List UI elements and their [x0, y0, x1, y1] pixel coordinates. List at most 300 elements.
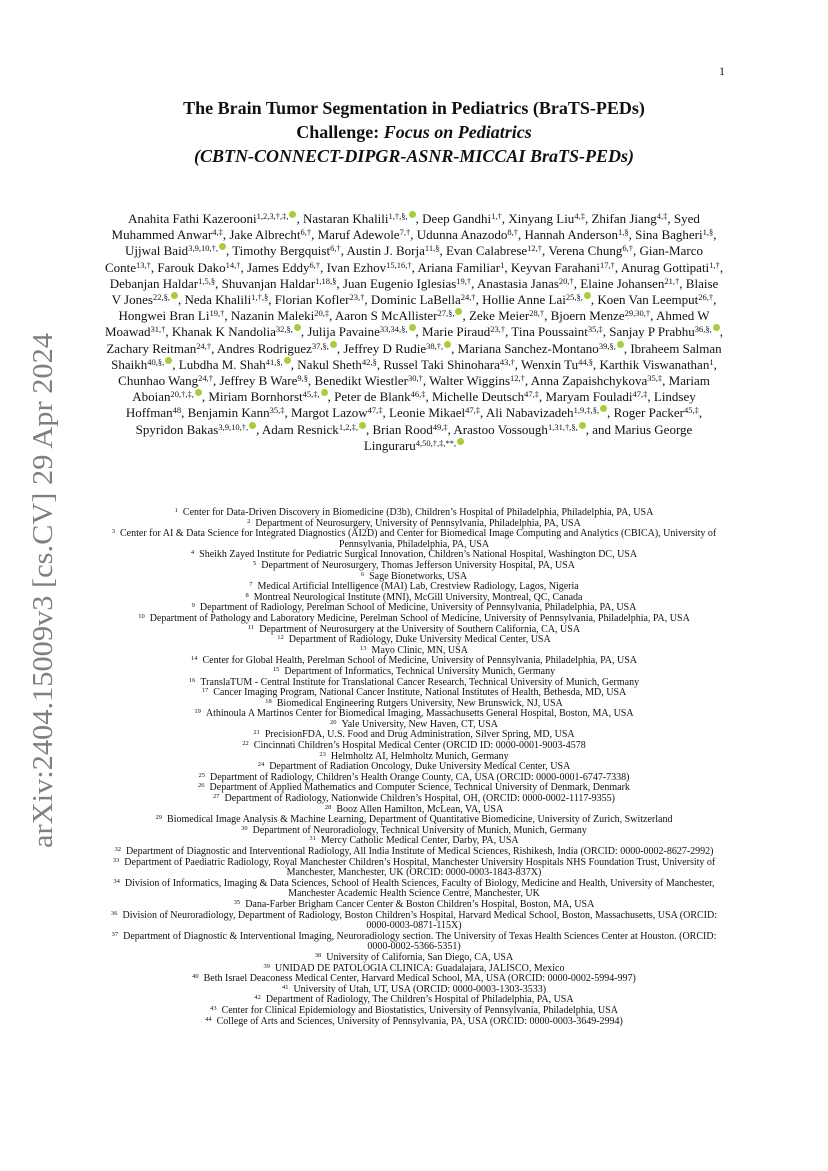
author — [128, 211, 296, 226]
orcid-icon[interactable] — [359, 422, 366, 429]
author — [600, 357, 714, 372]
orcid-icon[interactable] — [409, 324, 416, 331]
author-name: Marius George Linguraru — [363, 421, 693, 453]
author-name: Blaise V Jones — [111, 275, 719, 308]
author-affiliation-marks: 1,†,§ — [251, 292, 269, 303]
author-name: Benjamin Kann — [187, 405, 270, 421]
author-name: Hongwei Bran Li — [118, 308, 210, 324]
affiliation-item — [100, 932, 728, 953]
affiliation-text: Cancer Imaging Program, National Cancer Institute, National Institutes of Health, Bethesda, MD, USA — [213, 687, 627, 699]
author — [422, 211, 502, 226]
affiliation-number: 5 — [253, 559, 257, 567]
author-name: Aaron S McAllister — [334, 308, 438, 324]
affiliation-number: 40 — [192, 973, 199, 981]
author-name: Udunna Anazodo — [416, 227, 508, 243]
author — [548, 243, 633, 258]
affiliation-number: 14 — [190, 655, 198, 663]
author-name: Anurag Gottipati — [620, 259, 710, 275]
affiliation-text: Dana-Farber Brigham Cancer Center & Boston Children’s Hospital, Boston, MA, USA — [245, 898, 595, 910]
author — [184, 292, 268, 307]
affiliation-number: 1 — [174, 507, 178, 514]
orcid-icon[interactable] — [444, 341, 451, 348]
author-name: Michelle Deutsch — [432, 389, 525, 405]
author-affiliation-marks: 1 — [709, 356, 714, 367]
author-name: Jeffrey D Rudie — [343, 340, 427, 356]
author-affiliation-marks: 40,§, — [147, 356, 165, 367]
author-affiliation-marks: 17,† — [600, 259, 615, 270]
author-name: Nakul Sheth — [297, 356, 362, 372]
author — [580, 276, 679, 291]
author-affiliation-marks: 48 — [172, 405, 182, 416]
author-affiliation-marks: 24,† — [196, 340, 212, 351]
author-name: James Eddy — [247, 259, 310, 275]
author-affiliation-marks: 23,† — [490, 324, 506, 335]
author-affiliation-marks: 1,2,‡, — [338, 421, 358, 432]
author-name: Austin J. Borja — [346, 243, 425, 259]
affiliation-text: Athinoula A Martinos Center for Biomedical Imaging, Massachusetts General Hospital, Boston, MA, USA — [205, 708, 634, 720]
author — [118, 373, 213, 388]
affiliation-text: Center for AI & Data Science for Integrated Diagnostics (AI2D) and Center for Biomedical Image Computing and Analytics (CBICA), University of Pennsylvania, Philadelphia, PA, USA — [120, 528, 717, 550]
affiliation-number: 9 — [191, 602, 195, 610]
affiliation-text: Cincinnati Children’s Hospital Medical Center (ORCID ID: 0000-0001-9003-4578 — [253, 740, 586, 752]
author — [508, 211, 585, 226]
author-name: Miriam Bornhorst — [208, 389, 303, 405]
affiliation-text: Department of Neurosurgery, Thomas Jefferson University Hospital, PA, USA — [261, 559, 575, 571]
affiliation-text: Beth Israel Deaconess Medical Center, Harvard Medical School, MA, USA (ORCID: 0000-0002-5994-997) — [203, 973, 636, 985]
author-affiliation-marks: 21,† — [664, 275, 680, 286]
arxiv-stamp-text: arXiv:2404.15009v3 [cs.CV] 29 Apr 2024 — [28, 373, 59, 848]
affiliation-number: 42 — [254, 994, 261, 1002]
author-affiliation-marks: 1,31,†,§, — [547, 421, 578, 432]
author — [232, 243, 341, 258]
author — [334, 389, 425, 404]
affiliation-text: Department of Diagnostic and Interventional Radiology, All India Institute of Medical Sciences, Rishikesh, India (ORCID: 0000-0002-8627-2992) — [125, 846, 714, 857]
orcid-icon[interactable] — [600, 405, 607, 412]
author-name: Xinyang Liu — [508, 211, 575, 226]
author-name: Chunhao Wang — [118, 373, 199, 389]
author-name: Lindsey Hoffman — [125, 389, 696, 421]
author — [486, 405, 607, 420]
author — [208, 389, 327, 404]
author — [229, 227, 311, 242]
author-affiliation-marks: 43,† — [499, 356, 515, 367]
author-name: Jeffrey B Ware — [219, 373, 298, 389]
author — [482, 292, 591, 307]
author-name: Gian-Marco Conte — [104, 243, 703, 275]
author-affiliation-marks: 1,† — [491, 211, 502, 221]
orcid-icon[interactable] — [165, 357, 172, 364]
author — [614, 405, 699, 420]
author-affiliation-marks: 6,† — [300, 227, 312, 238]
affiliation-number: 43 — [210, 1004, 217, 1012]
author-affiliation-marks: 6,† — [622, 243, 633, 254]
author-affiliation-marks: 45,‡ — [683, 405, 699, 416]
affiliation-text: Mercy Catholic Medical Center, Darby, PA, USA — [320, 835, 519, 847]
affiliation-text: Biomedical Image Analysis & Machine Learning, Department of Quantitative Biomedicine, University of Zurich, Switzerland — [167, 814, 673, 826]
author-affiliation-marks: 12,† — [510, 373, 525, 384]
author-name: Roger Packer — [613, 405, 684, 421]
affiliation-text: University of Utah, UT, USA (ORCID: 0000-0003-1303-3533) — [293, 983, 547, 995]
author-affiliation-marks: 23,† — [349, 292, 365, 303]
author-affiliation-marks: 20,‡ — [314, 308, 330, 319]
author-affiliation-marks: 1,2,3,†,‡, — [256, 211, 289, 221]
author — [220, 373, 309, 388]
affiliation-text: Department of Neurosurgery, University of Pennsylvania, Philadelphia, PA, USA — [255, 517, 581, 529]
author — [635, 227, 713, 242]
author — [106, 341, 211, 356]
author-affiliation-marks: 9,§ — [297, 373, 309, 384]
author-affiliation-marks: 12,† — [527, 243, 543, 254]
author — [422, 324, 505, 339]
author-affiliation-marks: 4,‡ — [656, 211, 668, 221]
affiliation-item — [100, 911, 728, 932]
author — [307, 324, 415, 339]
author — [125, 243, 226, 258]
affiliation-text: Department of Radiology, Nationwide Children’s Hospital, OH, (ORCID: 0000-0002-1117-9355) — [224, 793, 615, 805]
author-affiliation-marks: 35,‡ — [269, 405, 285, 416]
author-affiliation-marks: 13,† — [136, 259, 151, 270]
affiliation-number: 6 — [360, 570, 365, 578]
orcid-icon[interactable] — [455, 308, 462, 315]
author-name: Bjoern Menze — [550, 308, 625, 324]
author-name: Ujjwal Baid — [125, 243, 189, 259]
author — [458, 341, 624, 356]
orcid-icon[interactable] — [249, 422, 256, 429]
author-affiliation-marks: 41,§, — [265, 356, 283, 367]
author — [179, 357, 291, 372]
author — [343, 276, 471, 291]
affiliation-number: 36 — [111, 909, 118, 917]
author-name: Nazanin Maleki — [230, 308, 315, 324]
orcid-icon[interactable] — [321, 389, 328, 396]
author-affiliation-marks: 6,† — [330, 243, 341, 254]
affiliation-text: Sage Bionetworks, USA — [369, 570, 468, 582]
orcid-icon[interactable] — [289, 211, 296, 218]
orcid-icon[interactable] — [617, 341, 624, 348]
author-name: Ahmed W Moawad — [105, 308, 710, 340]
affiliation-text: Montreal Neurological Institute (MNI), McGill University, Montreal, QC, Canada — [253, 591, 583, 603]
author-affiliation-marks: 20,†,‡, — [170, 389, 194, 400]
affiliation-text: Department of Radiology, Perelman School of Medicine, University of Pennsylvania, Philadelphia, PA, USA — [199, 602, 637, 614]
affiliation-number: 8 — [245, 591, 249, 599]
author-name: Jake Albrecht — [229, 227, 301, 243]
author-name: Ibraheem Salman Shaikh — [111, 340, 722, 372]
author-name: Ali Nabavizadeh — [485, 405, 574, 421]
author-name: Benedikt Wiestler — [314, 373, 408, 389]
author-affiliation-marks: 1,§ — [702, 227, 714, 238]
author-affiliation-marks: 33,34,§, — [379, 324, 408, 335]
author-name: Anastasia Janas — [476, 275, 559, 291]
author-prefix: and — [592, 421, 615, 437]
author — [315, 373, 423, 388]
author-name: Shuvanjan Haldar — [221, 275, 316, 291]
affiliation-text: Medical Artificial Intelligence (MAI) Lab, Crestview Radiology, Lagos, Nigeria — [257, 581, 579, 593]
orcid-icon[interactable] — [584, 292, 591, 299]
affiliation-number: 19 — [194, 708, 201, 716]
author-affiliation-marks: 1,5,§ — [198, 275, 216, 286]
author — [275, 292, 365, 307]
orcid-icon[interactable] — [195, 389, 202, 396]
affiliation-number: 3 — [111, 528, 115, 536]
author — [524, 227, 628, 242]
affiliation-text: Division of Informatics, Imaging & Data Sciences, School of Health Sciences, Faculty of Biology, Medicine and Health, University of Manchester, Manchester Academic Health Science Centre, Manchester, UK — [124, 877, 715, 900]
author — [291, 405, 383, 420]
affiliation-number: 25 — [198, 771, 205, 779]
affiliation-number: 10 — [138, 612, 145, 620]
author — [231, 308, 329, 323]
author-name: Hollie Anne Lai — [482, 292, 566, 308]
author — [429, 373, 525, 388]
author-affiliation-marks: 4,‡ — [212, 227, 223, 238]
author-name: Verena Chung — [548, 243, 623, 259]
author-name: Lubdha M. Shah — [178, 356, 266, 372]
affiliation-text: College of Arts and Sciences, University of Pennsylvania, PA, USA (ORCID: 0000-0003-3649-2994) — [216, 1015, 623, 1027]
author-affiliation-marks: 15,16,† — [386, 259, 412, 270]
author-affiliation-marks: 24,† — [460, 292, 476, 303]
author-name: Marie Piraud — [422, 324, 491, 340]
orcid-icon[interactable] — [713, 324, 720, 331]
author-name: Hannah Anderson — [524, 227, 618, 243]
author-affiliation-marks: 47,‡ — [524, 389, 539, 400]
affiliation-item — [100, 858, 728, 879]
author-affiliation-marks: 42,§ — [361, 356, 377, 367]
orcid-icon[interactable] — [457, 438, 464, 445]
author-name: Walter Wiggins — [429, 373, 511, 389]
author-name: Zachary Reitman — [106, 340, 197, 356]
author-name: Maruf Adewole — [317, 227, 400, 243]
author — [446, 243, 542, 258]
author-affiliation-marks: 1,†,§, — [388, 211, 408, 221]
author-affiliation-marks: 3,9,10,†, — [218, 421, 249, 432]
author-affiliation-marks: 28,† — [529, 308, 545, 319]
affiliation-number: 38 — [314, 951, 322, 959]
author — [551, 308, 651, 323]
author-name: Karthik Viswanathan — [599, 356, 710, 372]
author-name: Spyridon Bakas — [135, 421, 219, 437]
affiliation-text: Department of Pathology and Laboratory Medicine, Perelman School of Medicine, University of Pennsylvania, Philadelphia, PA, USA — [149, 612, 690, 624]
author-name: Timothy Bergquist — [232, 243, 331, 259]
author-affiliation-marks: 7,† — [399, 227, 411, 238]
affiliation-list — [100, 508, 728, 1027]
author-name: Nastaran Khalili — [302, 211, 389, 226]
author-list: Anahita Fathi Kazerooni$^{1,2,3,\dagger,\ddagger,}$ , Nastaran Khalili$^{1,\dagger,\S,}$ , Deep Gandhi$^{1,\dagger}$, Xinyang Liu$^{4,\ddagger}$, Zhifan Jiang$^{4,\ddagger}$, Syed Muhammed Anwar$^{4,\ddagger}$, Jake Albrecht$^{6,\dagger}$, Maruf Adewole$^{7,\dagger}$, Udunna Anazodo$^{8,\dagger}$, Hannah Anderson$^{1,\S}$, Sina Bagheri$^{1,\S}$, Ujjwal Baid$^{3,9,10,\dagger,}$ , Timothy Bergquist$^{6,\dagger}$, Austin J. Borja$^{11,\S}$, Evan Calabrese$^{12,\dagger}$, Verena Chung$^{6,\dagger}$, Gian-Marco Conte$^{13,\dagger}$, Farouk Dako$^{14,\dagger}$, James Eddy$^{6,\dagger}$, Ivan Ezhov$^{15,16,\dagger}$, Ariana Familiar$^1$, Keyvan Farahani$^{17,\dagger}$, Anurag Gottipati$^{1,\dagger}$, Debanjan Haldar$^{1,5,\S}$, Shuvanjan Haldar$^{1,18,\S}$, Juan Eugenio Iglesias$^{19,\dagger}$, Anastasia Janas$^{20,\dagger}$, Elaine Johansen$^{21,\dagger}$, Blaise V Jones$^{22,\S,}$ , Neda Khalili$^{1,\dagger,\S}$, Florian Kofler$^{23,\dagger}$, Dominic LaBella$^{24,\dagger}$, Hollie Anne Lai$^{25,\S,}$ , Koen Van Leemput$^{26,\dagger}$, Hongwei Bran $Li^{19,\dagger}$, Nazanin Maleki$^{20,\ddagger}$, Aaron S McAllister$^{27,\S,}$ , Zeke Meier$^{28,\dagger}$, Bjoern Menze$^{29,30,\dagger}$, Ahmed W Moawad$^{31,\dagger}$, Khanak K Nandolia$^{32,\S,}$ , Julija Pavaine$^{33,34,\S,}$ , Marie Piraud$^{23,\dagger}$, Tina Poussaint$^{35,\ddagger}$, Sanjay P Prabhu$^{36,\S,}$ , Zachary Reitman$^{24,\dagger}$, Andres Rodriguez$^{37,\S,}$ , Jeffrey D Rudie$^{38,\dagger,}$ , Mariana Sanchez-Montano$^{39,\S,}$ , Ibraheem Salman Shaikh$^{40,\S,}$ , Lubdha M. Shah$^{41,\S,}$ , Nakul Sheth$^{42,\S}$, Russel Taki Shinohara$^{43,\dagger}$, Wenxin $Tu^{44,\S}$, Karthik Viswanathan$^1$, Chunhao Wang$^{24,\dagger}$, Jeffrey B Ware$^{9,\S}$, Benedikt Wiestler$^{30,\dagger}$, Walter Wiggins$^{12,\dagger}$, Anna Zapaishchykova$^{35,\ddagger}$, Mariam Aboian$^{20,\dagger,\ddagger,}$ , Miriam Bornhorst$^{45,\ddagger,}$ , Peter de Blank$^{46,\ddagger}$, Michelle Deutsch$^{47,\ddagger}$, Maryam Fouladi$^{47,\ddagger}$, Lindsey Hoffman$^{48}$, Benjamin Kann$^{35,\ddagger}$, Margot Lazow$^{47,\ddagger}$, Leonie Mikael$^{47,\ddagger}$, Ali Nabavizadeh$^{1,9,\ddagger,\S,}$ , Roger Packer$^{45,\ddagger}$, Spyridon Bakas$^{3,9,10,\dagger,}$ , Adam Resnick$^{1,2,\ddagger,}$ , Brian Rood$^{49,\ddagger}$, Arastoo Vossough$^{1,31,\dagger,\S,}$ , and Marius George Linguraru$^{4,50,\dagger,\ddagger,**,}$ — [104, 211, 724, 453]
affiliation-number: 37 — [111, 930, 119, 938]
title-line-2 — [90, 120, 738, 144]
author — [521, 357, 593, 372]
author-affiliation-marks: 47,‡ — [632, 389, 648, 400]
author — [303, 211, 416, 226]
affiliation-number: 27 — [213, 793, 220, 801]
author-affiliation-marks: 19,† — [209, 308, 225, 319]
orcid-icon[interactable] — [294, 324, 301, 331]
author-affiliation-marks: 37,§, — [311, 340, 329, 351]
author — [511, 324, 602, 339]
affiliation-number: 23 — [319, 750, 326, 758]
author — [136, 422, 256, 437]
author-name: Peter de Blank — [334, 389, 411, 405]
affiliation-text: Division of Neuroradiology, Department of Radiology, Boston Children’s Hospital, Harvard Medical School, Boston, Massachusetts, USA (ORCID: 0000-0003-0871-115X) — [122, 909, 717, 932]
affiliation-number: 29 — [155, 814, 163, 822]
orcid-icon[interactable] — [171, 292, 178, 299]
affiliation-text: Sheikh Zayed Institute for Pediatric Surgical Innovation, Children’s National Hospital, Washington DC, USA — [199, 549, 638, 561]
affiliation-number: 12 — [277, 634, 284, 642]
affiliation-number: 18 — [265, 697, 272, 705]
author — [297, 357, 377, 372]
author — [417, 260, 504, 275]
affiliation-number: 7 — [249, 581, 253, 589]
affiliation-text: Department of Applied Mathematics and Computer Science, Technical University of Denmark, Denmark — [209, 782, 630, 794]
author-affiliation-marks: 39,§, — [598, 340, 616, 351]
author-name: Leonie Mikael — [389, 405, 466, 421]
affiliation-text: Department of Neuroradiology, Technical University of Munich, Munich, Germany — [252, 824, 587, 836]
author-name: Syed Muhammed Anwar — [111, 211, 700, 243]
affiliation-text: Department of Informatics, Technical University Munich, Germany — [284, 665, 556, 677]
affiliation-number: 26 — [198, 782, 205, 790]
author — [110, 276, 215, 291]
author — [383, 357, 514, 372]
author — [531, 373, 662, 388]
affiliation-item — [100, 879, 728, 900]
author — [469, 308, 544, 323]
orcid-icon[interactable] — [409, 211, 416, 218]
author-affiliation-marks: 20,† — [558, 275, 574, 286]
affiliation-text: Booz Allen Hamilton, McLean, VA, USA — [336, 803, 504, 815]
orcid-icon[interactable] — [284, 357, 291, 364]
author — [335, 308, 463, 323]
author-name: Juan Eugenio Iglesias — [342, 275, 457, 291]
author-affiliation-marks: 3,9,10,†, — [188, 243, 218, 254]
author — [389, 405, 480, 420]
author — [157, 260, 240, 275]
author-affiliation-marks: 1,18,§ — [315, 275, 337, 286]
author-affiliation-marks: 22,§, — [152, 292, 170, 303]
title-line-1: The Brain Tumor Segmentation in Pediatrics (BraTS-PEDs) — [183, 98, 645, 118]
affiliation-text: Biomedical Engineering Rutgers University, New Brunswick, NJ, USA — [276, 697, 563, 709]
author — [119, 308, 225, 323]
author-affiliation-marks: 26,† — [698, 292, 714, 303]
author-name: Brian Rood — [372, 421, 433, 437]
author-affiliation-marks: 44,§ — [578, 356, 594, 367]
author-name: Farouk Dako — [157, 259, 226, 275]
affiliation-number: 41 — [281, 983, 289, 991]
author — [371, 292, 476, 307]
affiliation-text: TranslaTUM - Central Institute for Translational Cancer Research, Technical University of Munich, Germany — [200, 676, 640, 688]
author — [347, 243, 440, 258]
author — [511, 260, 615, 275]
author-name: Margot Lazow — [290, 405, 368, 421]
author-name: Deep Gandhi — [422, 211, 492, 226]
author — [597, 292, 713, 307]
affiliation-item — [100, 529, 728, 550]
affiliation-item — [100, 1017, 728, 1028]
author-affiliation-marks: 29,30,† — [624, 308, 651, 319]
orcid-icon[interactable] — [579, 422, 586, 429]
author — [545, 389, 647, 404]
page-number: 1 — [719, 64, 725, 78]
author-affiliation-marks: 8,† — [507, 227, 518, 238]
orcid-icon[interactable] — [330, 341, 337, 348]
author — [222, 276, 337, 291]
author-name: Ariana Familiar — [417, 259, 501, 275]
author-affiliation-marks: 1,† — [709, 259, 720, 270]
affiliation-number: 11 — [247, 623, 255, 631]
author-name: Maryam Fouladi — [545, 389, 633, 405]
author-name: Neda Khalili — [184, 292, 252, 308]
author-name: Adam Resnick — [261, 421, 339, 437]
affiliation-number: 32 — [114, 846, 121, 853]
affiliation-number: 34 — [113, 877, 120, 885]
author-affiliation-marks: 35,‡ — [647, 373, 663, 384]
author — [172, 324, 301, 339]
author-name: Tina Poussaint — [511, 324, 588, 340]
author-name: Wenxin Tu — [521, 356, 579, 372]
affiliation-number: 35 — [233, 898, 241, 906]
affiliation-text: Department of Paediatric Radiology, Royal Manchester Children’s Hospital, Manchester University Hospitals NHS Foundation Trust, University of Manchester, Manchester, UK (ORCID: 0000-0003-1843-837X) — [124, 856, 716, 879]
affiliation-number: 21 — [253, 729, 260, 737]
author-affiliation-marks: 49,‡ — [432, 421, 448, 432]
affiliation-text: Center for Global Health, Perelman School of Medicine, University of Pennsylvania, Philadelphia, PA, USA — [202, 655, 638, 667]
affiliation-text: Department of Radiology, The Children’s Hospital of Philadelphia, PA, USA — [265, 994, 574, 1006]
author-name: Ivan Ezhov — [326, 259, 387, 275]
author-name: Khanak K Nandolia — [171, 324, 276, 340]
author-name: Evan Calabrese — [445, 243, 528, 259]
author-name: Anna Zapaishchykova — [530, 373, 648, 389]
affiliation-number: 13 — [360, 644, 367, 652]
author-name: Mariam Aboian — [132, 373, 710, 405]
affiliation-number: 20 — [330, 718, 337, 726]
author — [477, 276, 574, 291]
author-name: Koen Van Leemput — [597, 292, 699, 308]
orcid-icon[interactable] — [219, 243, 226, 250]
author-affiliation-marks: 14,† — [225, 259, 241, 270]
author-name: Sanjay P Prabhu — [609, 324, 695, 340]
author — [217, 341, 337, 356]
author — [188, 405, 285, 420]
title-line-2-prefix: Challenge: — [296, 122, 384, 142]
author-affiliation-marks: 24,† — [198, 373, 214, 384]
author — [343, 341, 451, 356]
affiliation-number: 24 — [257, 761, 265, 769]
affiliation-number: 28 — [324, 803, 332, 811]
author-affiliation-marks: 45,‡, — [302, 389, 320, 400]
author — [453, 422, 585, 437]
author-affiliation-marks: 1 — [500, 259, 505, 270]
affiliation-text: Department of Neurosurgery at the University of Southern California, CA, USA — [259, 623, 581, 635]
affiliation-number: 17 — [201, 687, 209, 695]
affiliation-number: 33 — [112, 856, 120, 864]
title-line-2-italic: Focus on Pediatrics — [383, 122, 532, 142]
author-affiliation-marks: 4,50,†,‡,**, — [415, 437, 457, 448]
author-name: Russel Taki Shinohara — [383, 356, 500, 372]
affiliation-text: Department of Radiation Oncology, Duke University Medical Center, USA — [269, 761, 571, 773]
author-name: Sina Bagheri — [635, 227, 703, 243]
author-affiliation-marks: 11,§ — [424, 243, 440, 254]
author-name: Zeke Meier — [468, 308, 530, 324]
author — [318, 227, 411, 242]
author-name: Andres Rodriguez — [216, 340, 312, 356]
arxiv-identifier-stamp[interactable] — [10, 330, 70, 850]
affiliation-text: Yale University, New Haven, CT, USA — [341, 718, 498, 730]
author-affiliation-marks: 4,‡ — [574, 211, 585, 221]
author-affiliation-marks: 32,§, — [275, 324, 293, 335]
author-affiliation-marks: 30,† — [408, 373, 423, 384]
author — [621, 260, 720, 275]
affiliation-text: Center for Clinical Epidemiology and Biostatistics, University of Pennsylvania, Philadelphia, USA — [221, 1004, 618, 1016]
affiliation-text: Department of Radiology, Children’s Health Orange County, CA, USA (ORCID: 0000-0001-6747-7338) — [210, 771, 630, 783]
affiliation-text: Mayo Clinic, MN, USA — [371, 644, 468, 656]
affiliation-text: University of California, San Diego, CA, USA — [326, 951, 514, 963]
author — [591, 211, 667, 226]
